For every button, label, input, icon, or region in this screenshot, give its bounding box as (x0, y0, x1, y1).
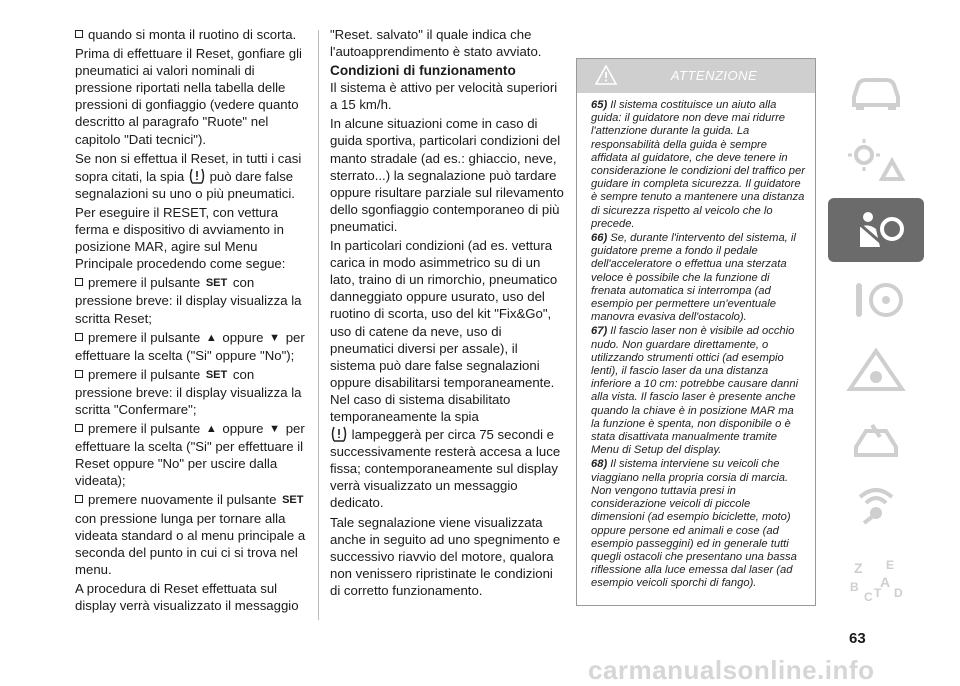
safety-airbag-icon (846, 207, 906, 253)
tyre-pressure-warning-icon (188, 167, 206, 185)
page-number: 63 (849, 630, 866, 647)
set-button-icon: SET (282, 494, 304, 507)
paragraph-text: In particolari condizioni (ad es. vettura carica in modo asimmetrico su di un lato, traino di un rimorchio, pneumatico danneggiato oppure usurato, uso del ruotino di scorta, uso del kit "Fix&Go", uso di catene da neve, uso di pneumatici diversi per assale), il sistema può dare false segnalazioni oppure disabilitarsi temporaneamente. Nel caso di sistema disabilitato temporaneamente la spia (330, 238, 558, 424)
bullet-text: premere il pulsante (88, 329, 201, 345)
maintenance-icon (846, 417, 906, 463)
sidebar-tab-emergency[interactable] (828, 338, 924, 402)
note-text: Se, durante l'intervento del sistema, il guidatore preme a fondo il pedale dell'acceleratore o effettua una sterzata veloce è possibile che la funzione di frenata automatica si interrompa (ad esempio per permettere un'eventuale manovra evasiva dell'ostacolo). (591, 232, 796, 324)
warning-title: ATTENZIONE (670, 68, 758, 83)
bullet-text: con pressione lunga per tornare alla videata standard o al menu principale a seconda del punto in cui ci si trova nel menu. (75, 510, 306, 577)
paragraph-text: In alcune situazioni come in caso di guida sportiva, particolari condizioni del manto stradale (ad es.: ghiaccio, neve, sterrato...) la segnalazione può tardare oppure risultare parziale sul rilevamento dello sgonfiaggio contemporaneo di più pneumatici. (330, 116, 564, 234)
sidebar-tab-multimedia[interactable] (828, 478, 924, 542)
bullet-text: premere nuovamente il pulsante (88, 492, 277, 508)
bullet-box (75, 333, 83, 341)
index-letter: A (880, 574, 891, 590)
paragraph-text: Il sistema è attivo per velocità superiori a 15 km/h. (330, 80, 558, 113)
bullet-text: quando si monta il ruotino di scorta. (88, 27, 297, 42)
note-number: 67) (591, 325, 608, 338)
index-letter: D (894, 586, 903, 600)
paragraph-text: Se non si effettua il Reset, in tutti i casi sopra citati, la spia (75, 150, 302, 184)
chapter-sidebar (828, 58, 924, 618)
index-letter: T (874, 586, 882, 600)
down-button-icon: ▼ (269, 331, 281, 344)
bullet-box (75, 30, 83, 38)
bullet-text: per effettuare la scelta ("Si" per effettuare il Reset oppure "No" per uscire dalla videata); (75, 421, 305, 489)
note-text: Il sistema costituisce un aiuto alla guida: il guidatore non deve mai ridurre l'attenzione durante la guida. La responsabilità della guida è sempre affidata al guidatore, che deve tenere in considerazione le condizioni del traffico per guidare in completa sicurezza. Il guidatore è sempre tenuto a mantenere una distanza di sicurezza rispetto al veicolo che lo precede. (591, 99, 805, 230)
paragraph-text: lampeggerà per circa 75 secondi e successivamente resterà accesa a luce fissa; contemporaneamente sul display verrà visualizzato un messaggio dedicato. (330, 427, 561, 511)
paragraph-text: Tale segnalazione viene visualizzata anche in seguito ad uno spegnimento e successivo riavvio del motore, qualora non venissero ripristinate le condizioni di corretto funzionamento. (330, 514, 561, 598)
bullet-text: premere il pulsante (88, 275, 201, 291)
bullet-box (75, 278, 83, 286)
bullet-text: con pressione breve: il display visualizza la scritta "Confermare"; (75, 366, 302, 417)
up-button-icon: ▲ (205, 331, 217, 344)
warning-header (577, 59, 815, 93)
paragraph-text: può dare false segnalazioni su uno o più pneumatici. (75, 168, 295, 201)
bullet-text: per effettuare la scelta ("Si" oppure "No"); (75, 329, 305, 363)
bullet-text: premere il pulsante (88, 421, 201, 437)
paragraph-reset-done: A procedura di Reset effettuata sul display verrà visualizzato il messaggio (75, 580, 299, 613)
car-icon (846, 67, 906, 113)
index-letter: Z (854, 560, 863, 576)
bullet-text: premere il pulsante (88, 366, 201, 382)
text-column-left (75, 26, 310, 616)
note-text: Il fascio laser non è visibile ad occhio nudo. Non guardare direttamente, o utilizzando strumenti ottici (ad esempio lenti), il fascio laser da una distanza inferiore a 10 cm: potrebbe causare danni alla vista. Il fascio laser è presente anche quando la chiave è in posizione MAR ma la funzione è spenta, non disponibile o è stata disattivata manualmente tramite Menu di Setup del display. (591, 325, 799, 457)
index-letter: B (850, 580, 859, 594)
note-number: 65) (591, 99, 608, 111)
warning-body (577, 93, 815, 591)
tyre-pressure-warning-icon (330, 425, 348, 443)
key-steering-icon (846, 277, 906, 323)
sidebar-tab-warning-lights[interactable] (828, 128, 924, 192)
bullet-text: oppure (222, 421, 264, 437)
paragraph-text: "Reset. salvato" il quale indica che l'autoapprendimento è stato avviato. (330, 27, 542, 60)
sidebar-tab-car[interactable] (828, 58, 924, 122)
bullet-text: con pressione breve: il display visualizza la scritta Reset; (75, 275, 302, 326)
index-letter: E (886, 558, 895, 572)
note-number: 68) (591, 458, 608, 471)
index-letter: C (864, 590, 873, 603)
bullet-box (75, 424, 83, 432)
note-text: Il sistema interviene su veicoli che viaggiano nella propria corsia di marcia. Non vengono tuttavia presi in considerazione veicoli di piccole dimensioni (ad esempio biciclette, moto) oppure persone ed animali e cose (ad esempio passeggini) ed in generale tutti quegli ostacoli che presentano una bassa riflessione alla luce emessa dal laser (ad esempio veicoli sporchi di fango). (591, 458, 797, 590)
emergency-icon (846, 347, 906, 393)
text-column-middle (330, 26, 565, 601)
paragraph-procedure: Per eseguire il RESET, con vettura ferma e dispositivo di avviamento in posizione MAR, agire sul Menu Principale procedendo come segue: (75, 204, 286, 272)
down-button-icon: ▼ (269, 423, 281, 436)
sidebar-tab-safety[interactable] (828, 198, 924, 262)
paragraph-reset-intro: Prima di effettuare il Reset, gonfiare gli pneumatici ai valori nominali di pressione riportati nella tabella delle pressioni di gonfiaggio (vedere quanto descritto al paragrafo "Ruote" nel capitolo "Dati tecnici"). (75, 46, 302, 147)
bullet-text: oppure (222, 329, 264, 345)
up-button-icon: ▲ (205, 423, 217, 436)
multimedia-icon (846, 487, 906, 533)
bullet-box (75, 495, 83, 503)
warning-box (576, 58, 816, 606)
sidebar-tab-index[interactable] (828, 548, 924, 612)
section-heading: Condizioni di funzionamento (330, 63, 516, 79)
set-button-icon: SET (205, 277, 228, 290)
sidebar-tab-maintenance[interactable] (828, 408, 924, 472)
set-button-icon: SET (205, 368, 228, 381)
note-number: 66) (591, 232, 608, 245)
warning-lights-icon (846, 137, 906, 183)
sidebar-tab-driving[interactable] (828, 268, 924, 332)
bullet-box (75, 370, 83, 378)
index-letters-icon (846, 557, 906, 603)
column-divider (318, 30, 319, 620)
watermark-text: carmanualsonline.info (588, 655, 875, 685)
